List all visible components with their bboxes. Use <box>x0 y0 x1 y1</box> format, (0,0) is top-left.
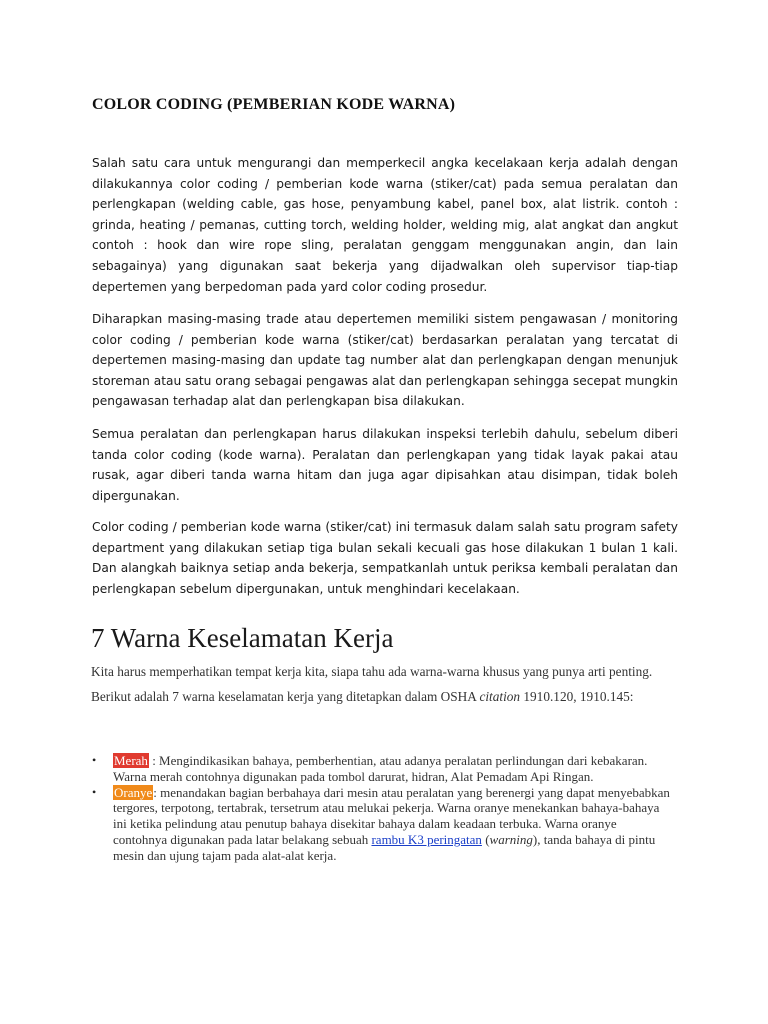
intro-text: Kita harus memperhatikan tempat kerja kita, siapa tahu ada warna-warna khusus yang punya arti penting. Berikut adalah 7 warna keselamatan kerja yang ditetapkan dalam OSHA <box>91 664 653 704</box>
rambu-k3-link[interactable]: rambu K3 peringatan <box>371 831 482 847</box>
color-tag-red: Merah <box>114 753 148 768</box>
color-tag-orange: Oranye <box>114 784 153 800</box>
list-item-italic: warning <box>489 831 533 847</box>
paragraph-3: Semua peralatan dan perlengkapan harus dilakukan inspeksi terlebih dahulu, sebelum diberi tanda color coding (kode warna). Peralatan dan perlengkapan yang tidak layak pakai atau rusak, agar diberi tanda warna hitam dan juga agar dipisahkan atau disimpan, tidak boleh dipergunakan. <box>92 427 678 503</box>
intro-text-end: 1910.120, 1910.145: <box>520 689 634 704</box>
list-item-text-2: ( <box>481 831 490 847</box>
bullet-icon: • <box>92 784 97 799</box>
color-list <box>92 753 672 864</box>
list-item-text-3: ), tanda bahaya di pintu mesin dan ujung tajam pada alat-alat kerja. <box>113 831 656 863</box>
list-item-red <box>92 753 672 785</box>
paragraph-4: Color coding / pemberian kode warna (stiker/cat) ini termasuk dalam salah satu program safety department yang dilakukan setiap tiga bulan sekali kecuali gas hose dilakukan 1 bulan 1 kali. Dan alangkah baiknya setiap anda bekerja, sempatkanlah untuk periksa kembali peralatan dan perlengkapan sebelum dipergunakan, untuk menghindari kecelakaan. <box>92 520 678 596</box>
bullet-icon: • <box>92 753 97 767</box>
page-title: COLOR CODING (PEMBERIAN KODE WARNA) <box>92 96 456 113</box>
paragraph-1: Salah satu cara untuk mengurangi dan memperkecil angka kecelakaan kerja adalah dengan dilakukannya color coding / pemberian kode warna (stiker/cat) pada semua peralatan dan perlengkapan (welding cable, gas hose, penyambung kabel, panel box, alat listrik. contoh : grinda, heating / pemanas, cutting torch, welding holder, welding mig, alat angkat dan angkut contoh : hook dan wire rope sling, peralatan genggam menggunakan angin, dan lain sebagainya) yang digunakan saat bekerja yang dijadwalkan oleh supervisor tiap-tiap depertemen yang berpedoman pada yard color coding prosedur. <box>92 156 678 294</box>
intro-italic: citation <box>479 689 521 704</box>
list-item-orange <box>92 785 672 864</box>
list-item-text: : Mengindikasikan bahaya, pemberhentian, atau adanya peralatan perlindungan dari kebakaran. Warna merah contohnya digunakan pada tombol darurat, hidran, Alat Pemadam Api Ringan. <box>113 753 648 784</box>
list-item-text: : menandakan bagian berbahaya dari mesin atau peralatan yang berenergi yang dapat menyebabkan tergores, terpotong, tertabrak, tersetrum atau melukai pekerja. Warna oranye menekankan bahaya-bahaya ini ketika pelindung atau penutup bahaya disekitar bahaya dalam keadaan terbuka. Warna oranye contohnya digunakan pada latar belakang sebuah <box>113 784 670 847</box>
section-heading: 7 Warna Keselamatan Kerja <box>91 623 394 653</box>
paragraph-2: Diharapkan masing-masing trade atau depertemen memiliki sistem pengawasan / monitoring color coding / pemberian kode warna (stiker/cat) berdasarkan peralatan yang tercatat di depertemen masing-masing dan update tag number alat dan perlengkapan dengan menunjuk storeman atau satu orang sebagai pengawas alat dan perlengkapan sehingga secepat mungkin pengawasan terhadap alat dan perlengkapan bisa dilakukan. <box>92 312 678 409</box>
section-intro <box>91 659 691 709</box>
